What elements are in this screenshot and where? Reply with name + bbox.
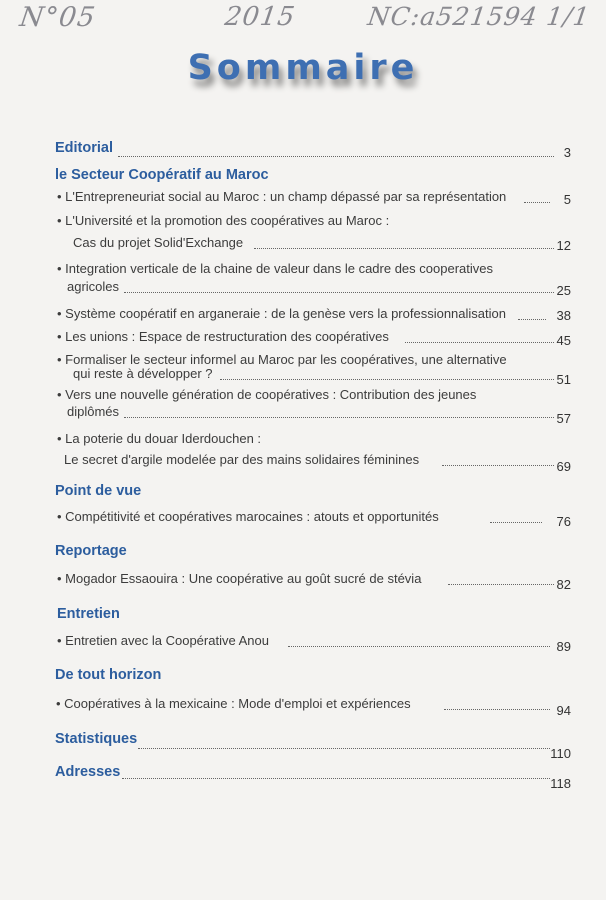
page-number: 76	[556, 514, 571, 529]
entry-text: • Entretien avec la Coopérative Anou	[57, 633, 269, 648]
dot-leader	[518, 319, 546, 320]
page-number: 51	[556, 372, 571, 387]
page-number: 118	[550, 776, 571, 791]
section-heading-reportage: Reportage	[55, 543, 127, 559]
dot-leader	[124, 292, 554, 293]
page-title: Sommaire	[187, 48, 419, 88]
entry-text-continuation: diplômés	[67, 404, 120, 419]
entry-text: • Coopératives à la mexicaine : Mode d'emploi et expériences	[56, 696, 411, 711]
entry-text-continuation: Cas du projet Solid'Exchange	[73, 235, 244, 250]
page-number: 5	[563, 192, 571, 207]
page-number: 89	[556, 639, 571, 654]
dot-leader	[442, 465, 554, 466]
page-number: 3	[563, 145, 571, 160]
entry-text: • Compétitivité et coopératives marocaines : atouts et opportunités	[57, 509, 439, 524]
dot-leader	[288, 646, 550, 647]
section-heading-statistiques: Statistiques	[55, 731, 138, 747]
entry-text-continuation: agricoles	[67, 279, 120, 294]
page-number: 57	[556, 411, 571, 426]
dot-leader	[448, 584, 554, 585]
entry-text: • Formaliser le secteur informel au Maroc par les coopératives, une alternative	[57, 352, 507, 367]
dot-leader	[254, 248, 554, 249]
entry-text: • Système coopératif en arganeraie : de la genèse vers la professionnalisation	[57, 306, 506, 321]
dot-leader	[405, 342, 554, 343]
dot-leader	[444, 709, 550, 710]
entry-text: • L'Université et la promotion des coopératives au Maroc :	[57, 213, 390, 228]
section-heading-editorial: Editorial	[55, 140, 114, 156]
handwritten-reference: NC:a521594 1/1	[365, 2, 592, 31]
dot-leader	[124, 417, 554, 418]
page-number: 45	[556, 333, 571, 348]
dot-leader	[524, 202, 550, 203]
dot-leader	[118, 156, 554, 157]
section-heading-adresses: Adresses	[55, 764, 121, 780]
dot-leader	[490, 522, 542, 523]
entry-text: • La poterie du douar Iderdouchen :	[57, 431, 262, 446]
page-number: 94	[556, 703, 571, 718]
entry-text: • Vers une nouvelle génération de coopératives : Contribution des jeunes	[57, 387, 477, 402]
entry-text-continuation: Le secret d'argile modelée par des mains solidaires féminines	[64, 452, 420, 467]
page-number: 69	[556, 459, 571, 474]
dot-leader	[122, 778, 550, 779]
entry-text: • Mogador Essaouira : Une coopérative au goût sucré de stévia	[57, 571, 422, 586]
handwritten-issue-number: N°05	[17, 2, 98, 33]
dot-leader	[138, 748, 550, 749]
entry-text: • Les unions : Espace de restructuration des coopératives	[57, 329, 389, 344]
dot-leader	[220, 379, 554, 380]
page-number: 82	[556, 577, 571, 592]
entry-text: • Integration verticale de la chaine de valeur dans le cadre des cooperatives	[57, 261, 493, 276]
section-heading-horizon: De tout horizon	[55, 667, 162, 683]
page-number: 38	[556, 308, 571, 323]
handwritten-year: 2015	[222, 2, 298, 32]
page-number: 25	[556, 283, 571, 298]
section-heading-secteur: le Secteur Coopératif au Maroc	[55, 167, 269, 183]
section-heading-point-de-vue: Point de vue	[55, 483, 142, 499]
page-number: 110	[550, 746, 571, 761]
entry-text: • L'Entrepreneuriat social au Maroc : un champ dépassé par sa représentation	[57, 189, 507, 204]
entry-text-continuation: qui reste à développer ?	[73, 366, 213, 381]
section-heading-entretien: Entretien	[57, 606, 120, 622]
page-number: 12	[556, 238, 571, 253]
